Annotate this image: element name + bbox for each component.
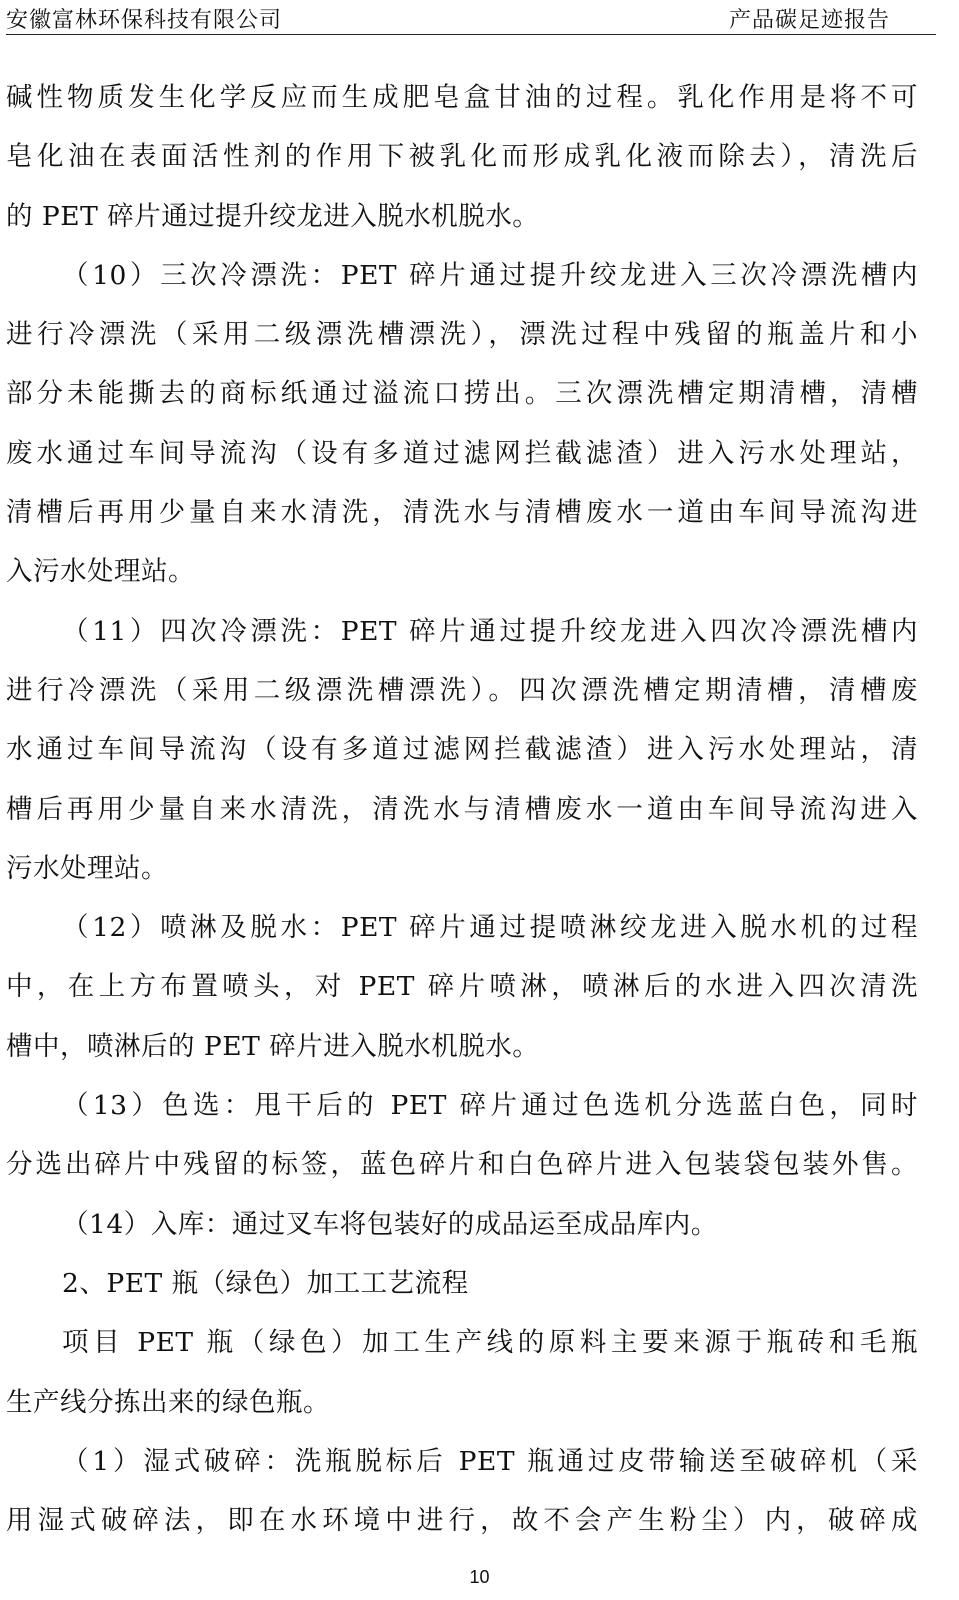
text-line: 皂化油在表面活性剂的作用下被乳化而形成乳化液而除去），清洗后 (6, 141, 918, 173)
text-line: （13）色选：甩干后的 PET 碎片通过色选机分选蓝白色，同时 (62, 1090, 918, 1122)
text-line: 清槽后再用少量自来水清洗，清洗水与清槽废水一道由车间导流沟进 (6, 497, 918, 529)
text-line: 水通过车间导流沟（设有多道过滤网拦截滤渣）进入污水处理站，清 (6, 734, 918, 766)
text-line: 2、PET 瓶（绿色）加工工艺流程 (62, 1267, 469, 1299)
text-line: 槽后再用少量自来水清洗，清洗水与清槽废水一道由车间导流沟进入 (6, 793, 918, 825)
text-line: 入污水处理站。 (6, 556, 195, 588)
text-line: （1）湿式破碎：洗瓶脱标后 PET 瓶通过皮带输送至破碎机（采 (62, 1445, 918, 1477)
text-line: 槽中，喷淋后的 PET 碎片进入脱水机脱水。 (6, 1030, 540, 1062)
text-line: 生产线分拣出来的绿色瓶。 (6, 1386, 330, 1418)
text-line: 项目 PET 瓶（绿色）加工生产线的原料主要来源于瓶砖和毛瓶 (62, 1327, 918, 1359)
text-line: 污水处理站。 (6, 852, 168, 884)
page-number: 10 (469, 1567, 490, 1587)
header-document-title: 产品碳足迹报告 (728, 8, 890, 33)
header-company-name: 安徽富林环保科技有限公司 (6, 8, 283, 33)
text-line: 中，在上方布置喷头，对 PET 碎片喷淋，喷淋后的水进入四次清洗 (6, 971, 918, 1003)
text-line: 碱性物质发生化学反应而生成肥皂盒甘油的过程。乳化作用是将不可 (6, 82, 918, 113)
text-line: （14）入库：通过叉车将包装好的成品运至成品库内。 (62, 1208, 718, 1240)
text-line: 用湿式破碎法，即在水环境中进行，故不会产生粉尘）内，破碎成 (6, 1505, 918, 1537)
text-line: （12）喷淋及脱水：PET 碎片通过提喷淋绞龙进入脱水机的过程 (62, 912, 918, 944)
text-line: 进行冷漂洗（采用二级漂洗槽漂洗）。四次漂洗槽定期清槽，清槽废 (6, 674, 918, 706)
text-line: （11）四次冷漂洗：PET 碎片通过提升绞龙进入四次冷漂洗槽内 (62, 615, 918, 647)
text-line: 部分未能撕去的商标纸通过溢流口捞出。三次漂洗槽定期清槽，清槽 (6, 378, 918, 410)
text-line: 分选出碎片中残留的标签，蓝色碎片和白色碎片进入包装袋包装外售。 (6, 1149, 918, 1181)
text-line: 废水通过车间导流沟（设有多道过滤网拦截滤渣）进入污水处理站， (6, 437, 918, 469)
body-text (6, 68, 918, 1550)
text-line: 进行冷漂洗（采用二级漂洗槽漂洗），漂洗过程中残留的瓶盖片和小 (6, 319, 918, 351)
text-line: （10）三次冷漂洗：PET 碎片通过提升绞龙进入三次冷漂洗槽内 (62, 259, 918, 291)
page-header (6, 0, 936, 35)
text-line: 的 PET 碎片通过提升绞龙进入脱水机脱水。 (6, 200, 540, 232)
